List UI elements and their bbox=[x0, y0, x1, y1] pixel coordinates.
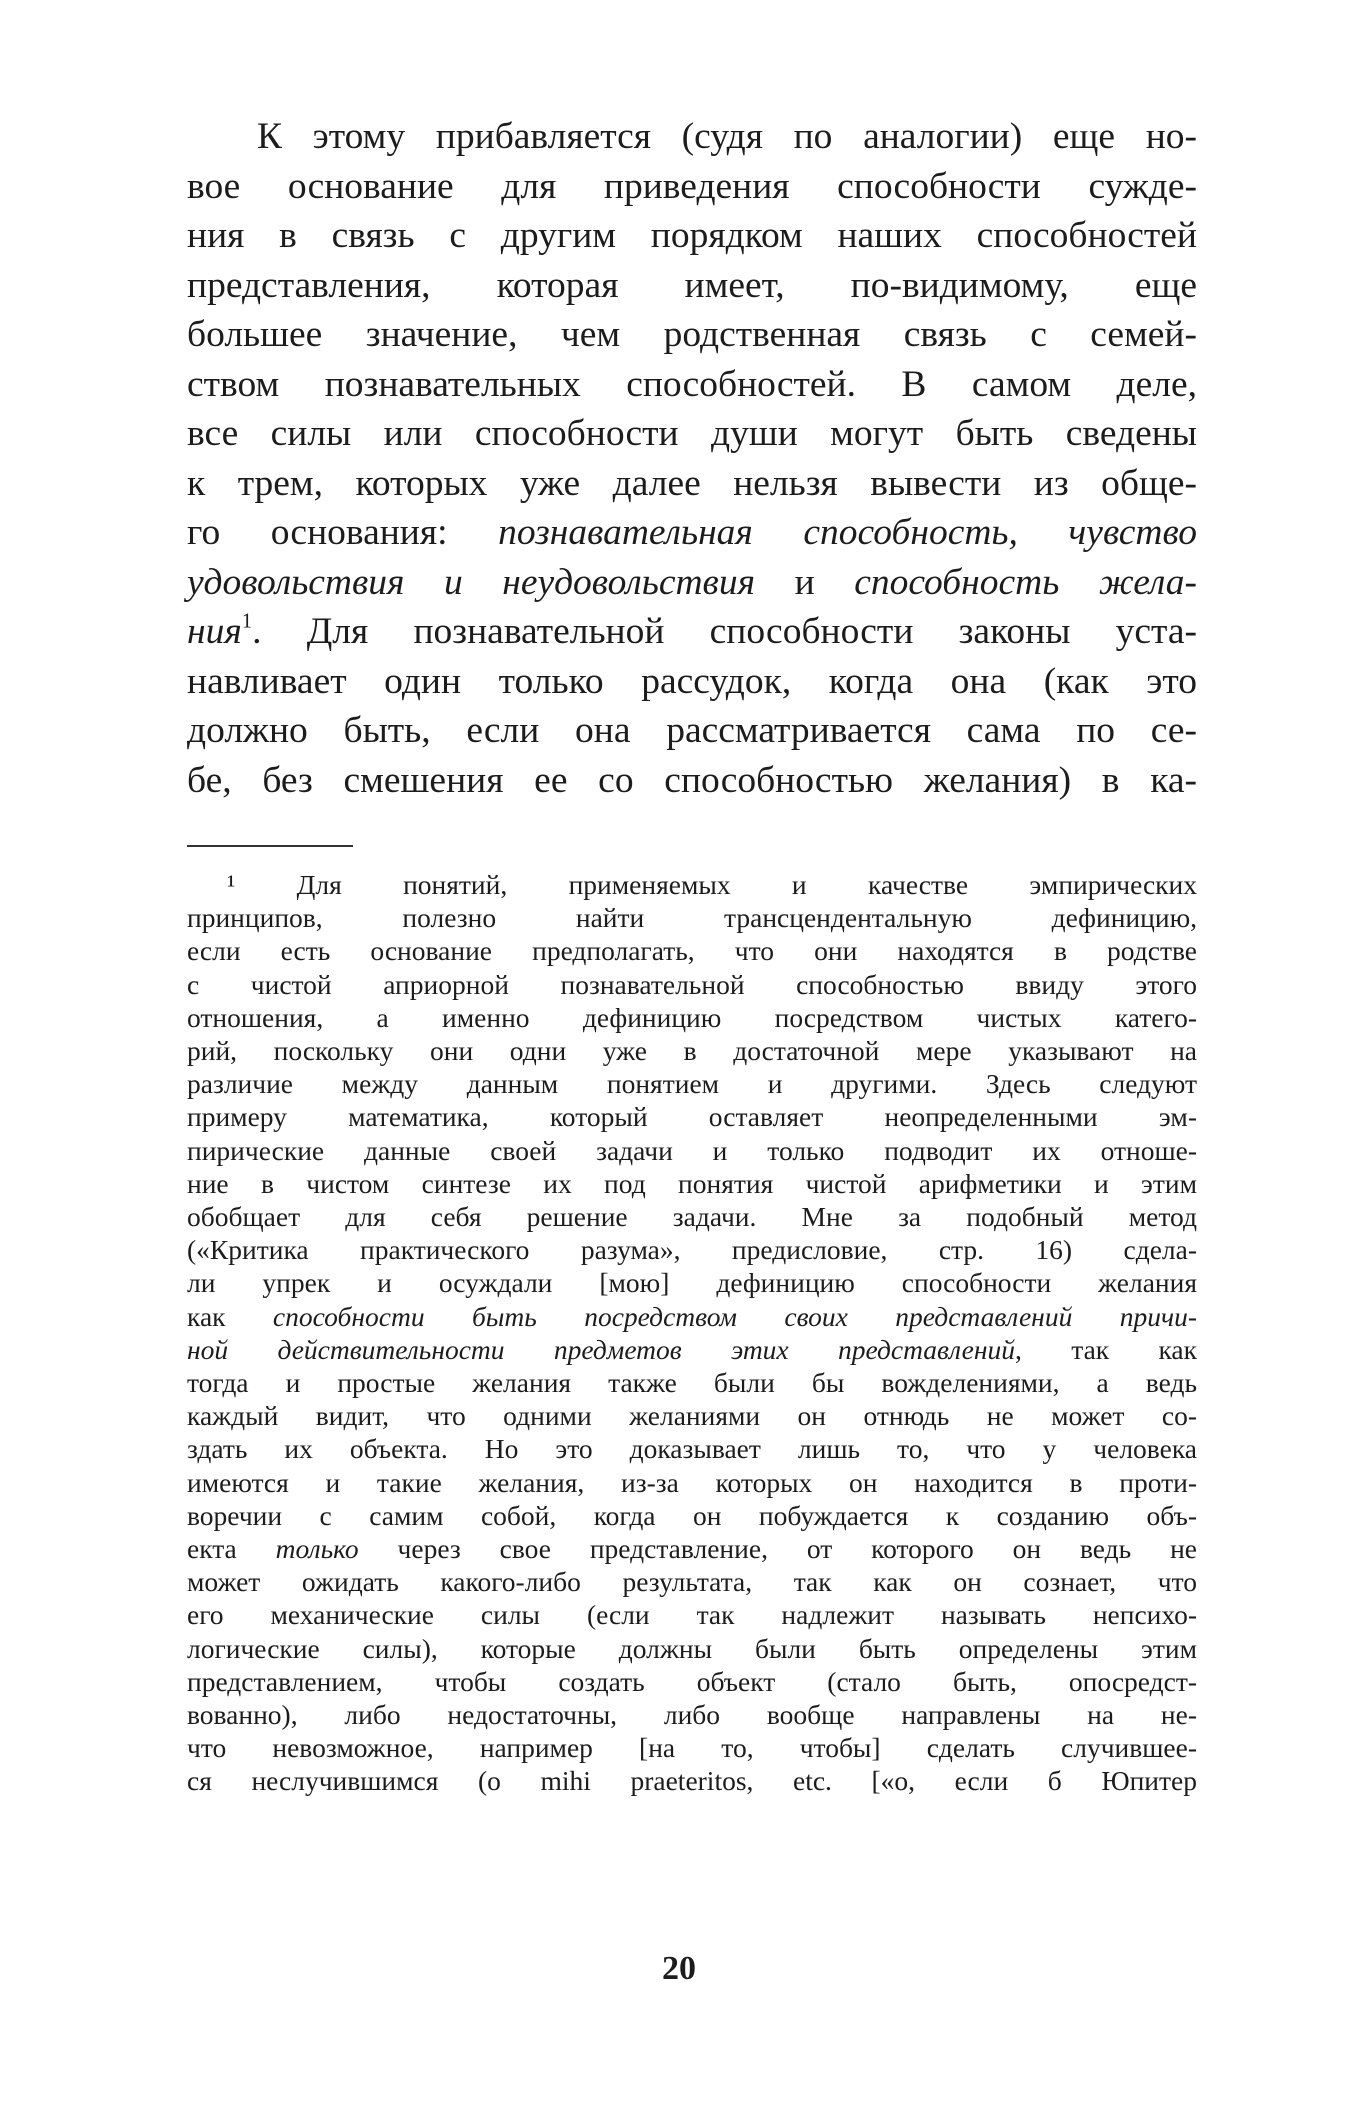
footnote-line: его механические силы (если так надлежит называть непсихо- bbox=[187, 1599, 1197, 1631]
footnote-line: каждый видит, что одними желаниями он отнюдь не может со- bbox=[187, 1400, 1197, 1432]
footnote-divider bbox=[187, 845, 353, 847]
text-line bbox=[187, 558, 1197, 608]
text-run: и bbox=[755, 561, 855, 603]
text-line: К этому прибавляется (судя по аналогии) еще но- bbox=[257, 116, 1197, 157]
footnote-line: обобщает для себя решение задачи. Мне за подобный метод bbox=[187, 1201, 1197, 1233]
italic-term: только bbox=[275, 1533, 359, 1565]
footnote-line: принципов, полезно найти трансцендентальную дефиницию, bbox=[187, 902, 1197, 934]
text-run: , так как bbox=[1015, 1333, 1198, 1365]
text-line: все силы или способности души могут быть сведены bbox=[187, 413, 1197, 454]
text-run: екта bbox=[187, 1533, 276, 1565]
text-line: ния в связь с другим порядком наших способностей bbox=[187, 215, 1197, 256]
footnote-line: ¹ Для понятий, применяемых и качестве эмпирических bbox=[227, 869, 1197, 900]
text-line: большее значение, чем родственная связь с семей- bbox=[187, 314, 1197, 355]
italic-term: познавательная способность, чувство bbox=[498, 512, 1197, 553]
footnote-line: («Критика практического разума», предисловие, стр. 16) сдела- bbox=[187, 1234, 1197, 1266]
text-line: бе, без смешения ее со способностью желания) в ка- bbox=[187, 759, 1197, 801]
footnote-line: вованно), либо недостаточны, либо вообще направлены на не- bbox=[187, 1699, 1197, 1731]
text-line bbox=[187, 508, 1197, 558]
footnote bbox=[187, 868, 1197, 1798]
footnote-line: тогда и простые желания также были бы вожделениями, а ведь bbox=[187, 1367, 1197, 1399]
footnote-line: воречии с самим собой, когда он побуждается к созданию объ- bbox=[187, 1499, 1197, 1531]
footnote-line: с чистой априорной познавательной способностью ввиду этого bbox=[187, 968, 1197, 1000]
italic-term: способность жела- bbox=[854, 561, 1197, 603]
footnote-line: рий, поскольку они одни уже в достаточной мере указывают на bbox=[187, 1035, 1197, 1067]
footnote-line: отношения, а именно дефиницию посредством чистых катего- bbox=[187, 1001, 1197, 1033]
italic-term: способности быть посредством своих представлений причи- bbox=[272, 1300, 1197, 1332]
footnote-line: если есть основание предполагать, что они находятся в родстве bbox=[187, 935, 1197, 967]
text-run: через свое представление, от которого он ведь не bbox=[358, 1533, 1197, 1565]
text-line: ством познавательных способностей. В самом деле, bbox=[187, 363, 1197, 405]
footnote-marker[interactable]: 1 bbox=[241, 610, 253, 633]
italic-term: удовольствия и неудовольствия bbox=[187, 561, 756, 603]
footnote-line: примеру математика, который оставляет неопределенными эм- bbox=[187, 1101, 1197, 1133]
italic-term: ной действительности предметов этих представлений bbox=[187, 1333, 1016, 1365]
footnote-line: пирические данные своей задачи и только подводит их отноше- bbox=[187, 1134, 1197, 1166]
text-run: как bbox=[187, 1300, 273, 1332]
page-number: 20 bbox=[662, 1950, 696, 1987]
text-line: вое основание для приведения способности сужде- bbox=[187, 165, 1197, 207]
text-line: навливает один только рассудок, когда она (как это bbox=[187, 660, 1197, 702]
text-line: представления, которая имеет, по-видимому, еще bbox=[187, 264, 1197, 306]
footnote-line bbox=[187, 1300, 1197, 1333]
italic-term: ния bbox=[187, 611, 242, 652]
footnote-line: что невозможное, например [на то, чтобы] сделать случившее- bbox=[187, 1732, 1197, 1764]
footnote-line: ние в чистом синтезе их под понятия чистой арифметики и этим bbox=[187, 1167, 1197, 1199]
footnote-line: ли упрек и осуждали [мою] дефиницию способности желания bbox=[187, 1267, 1197, 1299]
footnote-line: различие между данным понятием и другими. Здесь следуют bbox=[187, 1068, 1197, 1100]
footnote-line bbox=[187, 1333, 1197, 1366]
text-line: к трем, которых уже далее нельзя вывести из обще- bbox=[187, 462, 1197, 504]
footnote-line bbox=[187, 1532, 1197, 1565]
footnote-line: может ожидать какого-либо результата, так как он сознает, что bbox=[187, 1566, 1197, 1598]
footnote-line: здать их объекта. Но это доказывает лишь то, что у человека bbox=[187, 1433, 1197, 1465]
footnote-line: логические силы), которые должны были быть определены этим bbox=[187, 1632, 1197, 1664]
footnote-line: представлением, чтобы создать объект (стало быть, опосредст- bbox=[187, 1665, 1197, 1697]
text-line bbox=[187, 607, 1197, 657]
main-paragraph bbox=[187, 112, 1197, 805]
footnote-line: ся неслучившимся (o mihi praeteritos, etc. [«о, если б Юпитер bbox=[187, 1765, 1197, 1797]
text-line: должно быть, если она рассматривается сама по се- bbox=[187, 710, 1197, 751]
text-run: го основания: bbox=[187, 512, 499, 553]
text-run: . Для познавательной способности законы уста- bbox=[252, 611, 1197, 652]
footnote-line: имеются и такие желания, из-за которых он находится в проти- bbox=[187, 1466, 1197, 1498]
